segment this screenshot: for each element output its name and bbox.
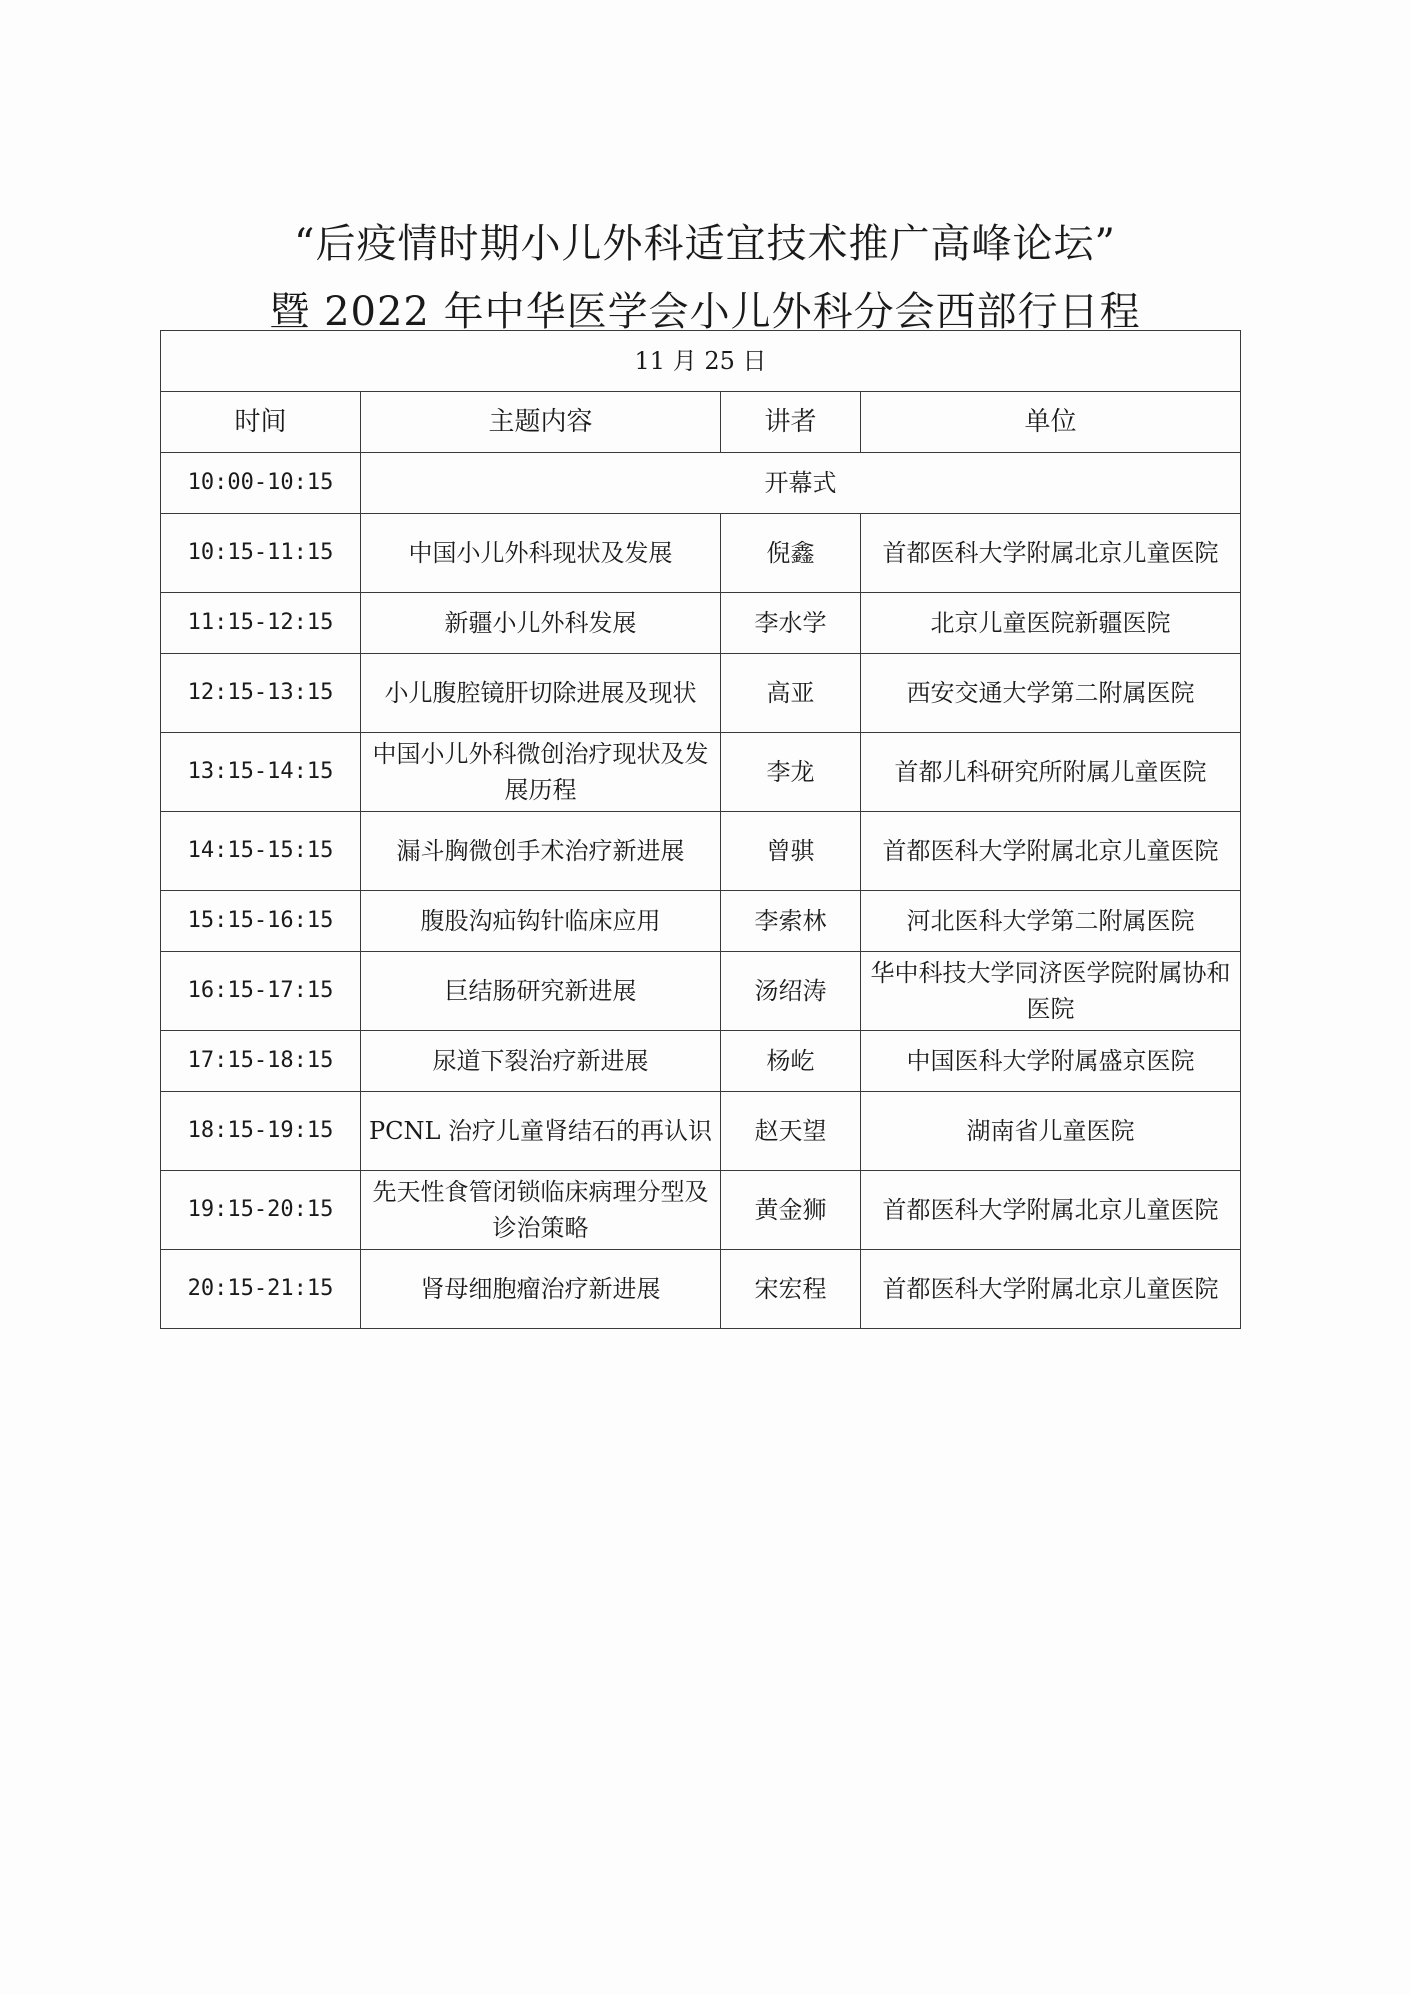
- header-time: 时间: [161, 392, 361, 453]
- row-topic: PCNL 治疗儿童肾结石的再认识: [361, 1092, 721, 1171]
- table-row: [161, 514, 1241, 593]
- row-unit: 北京儿童医院新疆医院: [861, 593, 1241, 654]
- row-unit: 首都医科大学附属北京儿童医院: [861, 1171, 1241, 1250]
- row-unit: 首都医科大学附属北京儿童医院: [861, 812, 1241, 891]
- row-unit: 河北医科大学第二附属医院: [861, 891, 1241, 952]
- row-time: 15:15-16:15: [161, 891, 361, 952]
- schedule-table: [160, 330, 1241, 1329]
- header-unit: 单位: [861, 392, 1241, 453]
- row-speaker: 李索林: [721, 891, 861, 952]
- table-row: [161, 812, 1241, 891]
- row-topic: 巨结肠研究新进展: [361, 952, 721, 1031]
- row-topic: 尿道下裂治疗新进展: [361, 1031, 721, 1092]
- row-speaker: 宋宏程: [721, 1250, 861, 1329]
- row-speaker: 汤绍涛: [721, 952, 861, 1031]
- table-row: [161, 593, 1241, 654]
- row-time: 20:15-21:15: [161, 1250, 361, 1329]
- header-topic: 主题内容: [361, 392, 721, 453]
- table-row: [161, 891, 1241, 952]
- row-topic: 中国小儿外科微创治疗现状及发展历程: [361, 733, 721, 812]
- table-row: [161, 1250, 1241, 1329]
- row-unit: 西安交通大学第二附属医院: [861, 654, 1241, 733]
- row-unit: 首都医科大学附属北京儿童医院: [861, 514, 1241, 593]
- table-row: [161, 1092, 1241, 1171]
- document-title-line2: 暨 2022 年中华医学会小儿外科分会西部行日程: [269, 289, 1141, 335]
- row-speaker: 曾骐: [721, 812, 861, 891]
- row-speaker: 倪鑫: [721, 514, 861, 593]
- schedule-date: 11 月 25 日: [161, 331, 1241, 392]
- row-unit: 首都儿科研究所附属儿童医院: [861, 733, 1241, 812]
- row-unit: 首都医科大学附属北京儿童医院: [861, 1250, 1241, 1329]
- table-row: [161, 1031, 1241, 1092]
- row-unit: 华中科技大学同济医学院附属协和医院: [861, 952, 1241, 1031]
- row-time: 18:15-19:15: [161, 1092, 361, 1171]
- document-title-line1: “后疫情时期小儿外科适宜技术推广高峰论坛”: [294, 221, 1116, 267]
- row-time: 17:15-18:15: [161, 1031, 361, 1092]
- row-topic: 新疆小儿外科发展: [361, 593, 721, 654]
- row-time: 12:15-13:15: [161, 654, 361, 733]
- row-topic: 肾母细胞瘤治疗新进展: [361, 1250, 721, 1329]
- row-topic: 漏斗胸微创手术治疗新进展: [361, 812, 721, 891]
- table-row: [161, 733, 1241, 812]
- row-speaker: 高亚: [721, 654, 861, 733]
- row-time: 13:15-14:15: [161, 733, 361, 812]
- table-row: [161, 1171, 1241, 1250]
- row-time: 19:15-20:15: [161, 1171, 361, 1250]
- row-time: 11:15-12:15: [161, 593, 361, 654]
- row-speaker: 赵天望: [721, 1092, 861, 1171]
- row-topic: 腹股沟疝钩针临床应用: [361, 891, 721, 952]
- header-speaker: 讲者: [721, 392, 861, 453]
- date-row: [161, 331, 1241, 392]
- opening-time: 10:00-10:15: [161, 453, 361, 514]
- row-time: 14:15-15:15: [161, 812, 361, 891]
- table-row: [161, 654, 1241, 733]
- table-row: [161, 952, 1241, 1031]
- row-speaker: 李水学: [721, 593, 861, 654]
- row-topic: 先天性食管闭锁临床病理分型及诊治策略: [361, 1171, 721, 1250]
- row-unit: 湖南省儿童医院: [861, 1092, 1241, 1171]
- row-topic: 中国小儿外科现状及发展: [361, 514, 721, 593]
- row-speaker: 杨屹: [721, 1031, 861, 1092]
- header-row: [161, 392, 1241, 453]
- row-unit: 中国医科大学附属盛京医院: [861, 1031, 1241, 1092]
- row-speaker: 李龙: [721, 733, 861, 812]
- row-speaker: 黄金狮: [721, 1171, 861, 1250]
- row-time: 10:15-11:15: [161, 514, 361, 593]
- opening-label: 开幕式: [361, 453, 1241, 514]
- row-topic: 小儿腹腔镜肝切除进展及现状: [361, 654, 721, 733]
- opening-row: [161, 453, 1241, 514]
- row-time: 16:15-17:15: [161, 952, 361, 1031]
